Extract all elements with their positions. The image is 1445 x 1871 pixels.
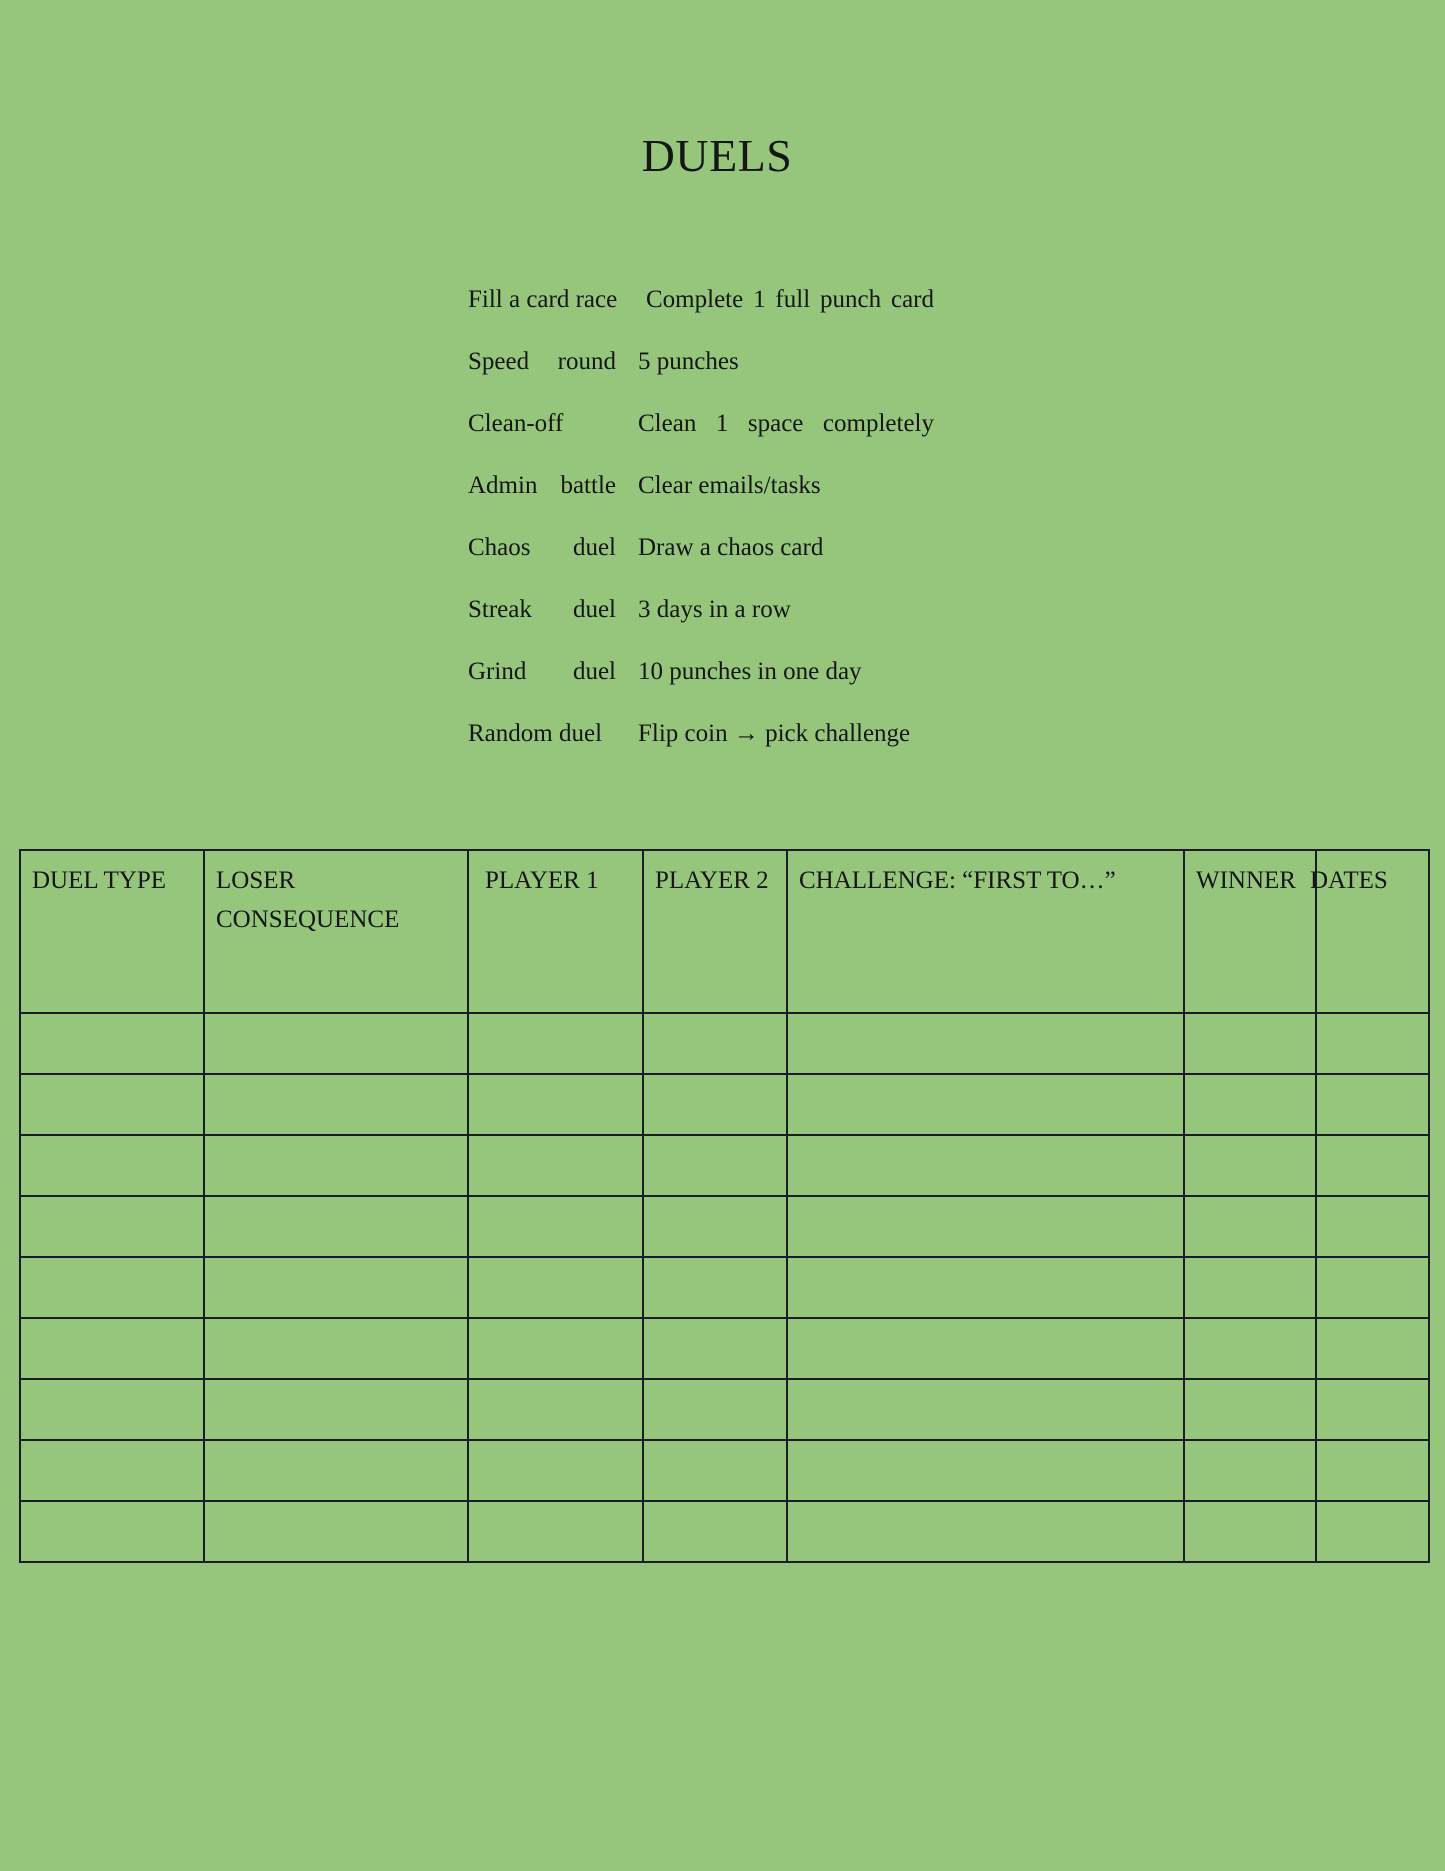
table-cell[interactable] <box>468 1379 643 1440</box>
table-row <box>20 1440 1429 1501</box>
page-title: DUELS <box>641 130 793 181</box>
table-cell[interactable] <box>1184 1013 1316 1074</box>
duel-type-row <box>468 528 938 590</box>
table-cell[interactable] <box>1316 1013 1429 1074</box>
table-cell[interactable] <box>1184 1074 1316 1135</box>
table-cell[interactable] <box>1184 1196 1316 1257</box>
duel-type-row <box>468 652 938 714</box>
table-cell[interactable] <box>1316 1440 1429 1501</box>
table-cell[interactable] <box>787 1257 1184 1318</box>
table-cell[interactable] <box>787 1074 1184 1135</box>
column-header-winner: WINNER <box>1184 850 1316 1013</box>
table-cell[interactable] <box>787 1440 1184 1501</box>
table-cell[interactable] <box>787 1501 1184 1562</box>
table-cell[interactable] <box>787 1196 1184 1257</box>
duel-type-name: Fill a card race <box>468 286 618 313</box>
column-header-challenge: CHALLENGE: “FIRST TO…” <box>787 850 1184 1013</box>
duel-type-list <box>468 280 938 776</box>
table-cell[interactable] <box>468 1318 643 1379</box>
table-cell[interactable] <box>643 1257 787 1318</box>
table-cell[interactable] <box>20 1196 204 1257</box>
duel-type-description: 3 days in a row <box>638 596 791 623</box>
table-cell[interactable] <box>204 1013 468 1074</box>
table-cell[interactable] <box>204 1135 468 1196</box>
duel-type-description: Clear emails/tasks <box>638 472 821 499</box>
duel-type-description: Draw a chaos card <box>638 534 824 561</box>
table-cell[interactable] <box>643 1501 787 1562</box>
table-cell[interactable] <box>643 1318 787 1379</box>
table-cell[interactable] <box>787 1013 1184 1074</box>
table-cell[interactable] <box>204 1257 468 1318</box>
table-cell[interactable] <box>468 1074 643 1135</box>
table-row <box>20 1318 1429 1379</box>
table-cell[interactable] <box>204 1501 468 1562</box>
table-cell[interactable] <box>643 1440 787 1501</box>
table-cell[interactable] <box>643 1196 787 1257</box>
duel-type-row <box>468 280 938 342</box>
duel-type-name: Clean-off <box>468 410 564 437</box>
table-cell[interactable] <box>20 1135 204 1196</box>
table-cell[interactable] <box>787 1318 1184 1379</box>
duel-type-description: Clean 1 space completely <box>638 410 934 437</box>
duel-type-description: 10 punches in one day <box>638 658 862 685</box>
table-cell[interactable] <box>1184 1501 1316 1562</box>
duel-type-name: Admin battle <box>468 472 616 499</box>
table-cell[interactable] <box>20 1318 204 1379</box>
table-row <box>20 1074 1429 1135</box>
duel-type-row <box>468 404 938 466</box>
table-row <box>20 1135 1429 1196</box>
table-cell[interactable] <box>1184 1318 1316 1379</box>
column-header-loser-consequence: LOSER CONSEQUENCE <box>204 850 468 1013</box>
table-cell[interactable] <box>1184 1257 1316 1318</box>
column-header-duel-type: DUEL TYPE <box>20 850 204 1013</box>
table-cell[interactable] <box>20 1379 204 1440</box>
table-cell[interactable] <box>204 1196 468 1257</box>
table-cell[interactable] <box>1184 1379 1316 1440</box>
table-cell[interactable] <box>468 1013 643 1074</box>
table-cell[interactable] <box>1316 1257 1429 1318</box>
duel-type-name: Streak duel <box>468 596 616 623</box>
table-cell[interactable] <box>468 1196 643 1257</box>
table-cell[interactable] <box>1316 1318 1429 1379</box>
table-row <box>20 1501 1429 1562</box>
table-cell[interactable] <box>1316 1074 1429 1135</box>
duel-tracker-table <box>19 849 1430 1563</box>
table-row <box>20 1257 1429 1318</box>
column-header-player-1: PLAYER 1 <box>468 850 643 1013</box>
table-cell[interactable] <box>20 1074 204 1135</box>
table-cell[interactable] <box>204 1318 468 1379</box>
table-cell[interactable] <box>787 1135 1184 1196</box>
table-cell[interactable] <box>468 1257 643 1318</box>
table-cell[interactable] <box>468 1440 643 1501</box>
table-cell[interactable] <box>1316 1135 1429 1196</box>
table-cell[interactable] <box>20 1013 204 1074</box>
table-cell[interactable] <box>204 1440 468 1501</box>
table-cell[interactable] <box>20 1257 204 1318</box>
table-cell[interactable] <box>643 1013 787 1074</box>
table-cell[interactable] <box>1184 1440 1316 1501</box>
duel-type-name: Random duel <box>468 720 603 747</box>
duel-type-description: 5 punches <box>638 348 739 375</box>
duel-type-row <box>468 590 938 652</box>
table-row <box>20 1379 1429 1440</box>
table-row <box>20 1196 1429 1257</box>
duel-type-description: Complete 1 full punch card <box>646 286 934 313</box>
column-header-dates: DATES <box>1316 850 1429 1013</box>
table-cell[interactable] <box>204 1379 468 1440</box>
table-cell[interactable] <box>1316 1379 1429 1440</box>
duel-type-description: Flip coin → pick challenge <box>638 720 911 747</box>
table-row <box>20 1013 1429 1074</box>
table-cell[interactable] <box>468 1135 643 1196</box>
table-cell[interactable] <box>787 1379 1184 1440</box>
duel-type-row <box>468 466 938 528</box>
table-cell[interactable] <box>468 1501 643 1562</box>
table-cell[interactable] <box>643 1135 787 1196</box>
table-header-row <box>20 850 1429 1013</box>
table-cell[interactable] <box>1316 1196 1429 1257</box>
table-cell[interactable] <box>643 1074 787 1135</box>
table-cell[interactable] <box>643 1379 787 1440</box>
table-cell[interactable] <box>1184 1135 1316 1196</box>
table-cell[interactable] <box>1316 1501 1429 1562</box>
table-cell[interactable] <box>20 1440 204 1501</box>
duel-type-name: Chaos duel <box>468 534 616 561</box>
table-cell[interactable] <box>204 1074 468 1135</box>
duel-type-row <box>468 342 938 404</box>
column-header-player-2: PLAYER 2 <box>643 850 787 1013</box>
table-cell[interactable] <box>20 1501 204 1562</box>
duel-type-name: Grind duel <box>468 658 616 685</box>
duel-type-name: Speed round <box>468 348 616 375</box>
duel-type-row <box>468 714 938 776</box>
